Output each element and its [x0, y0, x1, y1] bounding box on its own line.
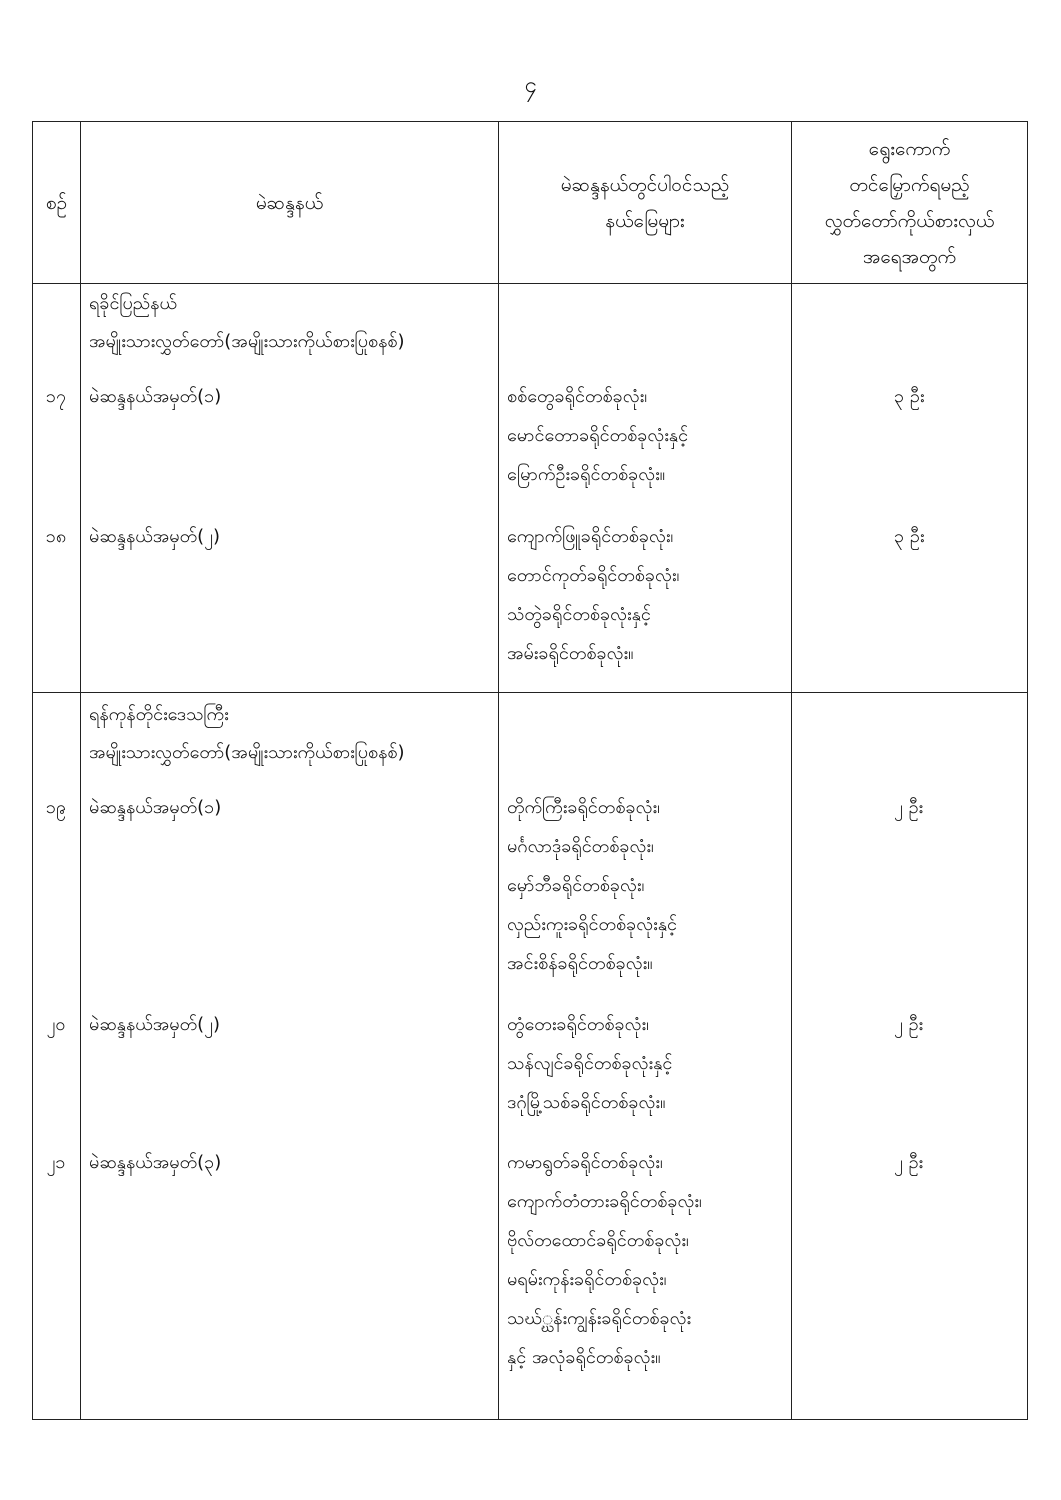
- section-subtitle: အမျိုးသားလွှတ်တော်(အမျိုးသားကိုယ်စားပြုစနစ်): [89, 742, 405, 763]
- column-divider: [498, 122, 499, 1419]
- row-count: ၂ ဦး: [894, 797, 924, 818]
- area-line: သံတွဲခရိုင်တစ်ခုလုံးနှင့်: [507, 604, 651, 625]
- row-serial: ၂၁: [46, 1152, 66, 1173]
- constituency-table: [32, 121, 1028, 1420]
- header-count-line: ရွေးကောက်: [868, 137, 951, 160]
- area-line: မင်္ဂလာဒုံခရိုင်တစ်ခုလုံး၊: [507, 836, 654, 857]
- header-areas: [499, 122, 791, 283]
- section-subtitle: အမျိုးသားလွှတ်တော်(အမျိုးသားကိုယ်စားပြုစနစ်): [89, 331, 405, 352]
- row-constituency: မဲဆန္ဒနယ်အမှတ်(၃): [89, 1152, 222, 1173]
- header-count-line: တင်မြှောက်ရမည့်: [849, 173, 970, 196]
- section-divider: [33, 692, 1027, 693]
- area-line: မရမ်းကုန်းခရိုင်တစ်ခုလုံး၊: [507, 1269, 667, 1290]
- area-line: မြောက်ဦးခရိုင်တစ်ခုလုံး။: [507, 464, 666, 485]
- page-number: ၄: [524, 73, 537, 98]
- row-serial: ၁၇: [45, 386, 67, 407]
- row-count: ၂ ဦး: [894, 1152, 924, 1173]
- area-line: ကျောက်ဖြူခရိုင်တစ်ခုလုံး၊: [507, 526, 674, 547]
- area-line: ဗိုလ်တထောင်ခရိုင်တစ်ခုလုံး၊: [507, 1230, 689, 1251]
- row-count: ၃ ဦး: [894, 526, 925, 547]
- header-divider: [33, 283, 1027, 284]
- section-title: ရန်ကုန်တိုင်းဒေသကြီး: [89, 704, 229, 725]
- header-representative-count: [792, 122, 1027, 283]
- area-line: တိုက်ကြီးခရိုင်တစ်ခုလုံး၊: [507, 797, 660, 818]
- row-constituency: မဲဆန္ဒနယ်အမှတ်(၁): [89, 797, 222, 818]
- area-line: ကျောက်တံတားခရိုင်တစ်ခုလုံး၊: [507, 1191, 702, 1212]
- area-line: အမ်းခရိုင်တစ်ခုလုံး။: [507, 643, 634, 664]
- area-line: စစ်တွေခရိုင်တစ်ခုလုံး၊: [507, 386, 648, 407]
- area-line: သန်လျင်ခရိုင်တစ်ခုလုံးနှင့်: [507, 1053, 673, 1074]
- header-areas-line: မဲဆန္ဒနယ်တွင်ပါဝင်သည့်: [560, 173, 730, 196]
- area-line: သဃ်္ဃန်းကျွန်းခရိုင်တစ်ခုလုံး: [507, 1308, 692, 1329]
- row-constituency: မဲဆန္ဒနယ်အမှတ်(၂): [89, 526, 220, 547]
- row-constituency: မဲဆန္ဒနယ်အမှတ်(၁): [89, 386, 222, 407]
- row-count: ၂ ဦး: [894, 1014, 924, 1035]
- column-divider: [791, 122, 792, 1419]
- row-serial: ၂၀: [46, 1014, 66, 1035]
- row-count: ၃ ဦး: [894, 386, 925, 407]
- row-serial: ၁၉: [45, 797, 67, 818]
- section-title: ရခိုင်ပြည်နယ်: [89, 293, 177, 314]
- header-constituency: မဲဆန္ဒနယ်: [255, 191, 324, 214]
- area-line: နှင့် အလုံခရိုင်တစ်ခုလုံး။: [507, 1347, 661, 1368]
- area-line: တောင်ကုတ်ခရိုင်တစ်ခုလုံး၊: [507, 565, 680, 586]
- header-serial: စဉ်: [45, 191, 68, 214]
- area-line: လှည်းကူးခရိုင်တစ်ခုလုံးနှင့်: [507, 914, 677, 935]
- area-line: မှော်ဘီခရိုင်တစ်ခုလုံး၊: [507, 875, 645, 896]
- area-line: ဒဂုံမြို့သစ်ခရိုင်တစ်ခုလုံး။: [507, 1092, 666, 1113]
- area-line: အင်းစိန်ခရိုင်တစ်ခုလုံး။: [507, 953, 653, 974]
- header-count-line: လွှတ်တော်ကိုယ်စားလှယ်: [824, 209, 995, 232]
- header-areas-line: နယ်မြေများ: [605, 209, 685, 232]
- row-constituency: မဲဆန္ဒနယ်အမှတ်(၂): [89, 1014, 220, 1035]
- row-serial: ၁၈: [45, 526, 67, 547]
- area-line: ကမာရွတ်ခရိုင်တစ်ခုလုံး၊: [507, 1152, 663, 1173]
- area-line: တွံတေးခရိုင်တစ်ခုလုံး၊: [507, 1014, 649, 1035]
- area-line: မောင်တောခရိုင်တစ်ခုလုံးနှင့်: [507, 425, 689, 446]
- header-count-line: အရေအတွက်: [862, 245, 957, 268]
- column-divider: [80, 122, 81, 1419]
